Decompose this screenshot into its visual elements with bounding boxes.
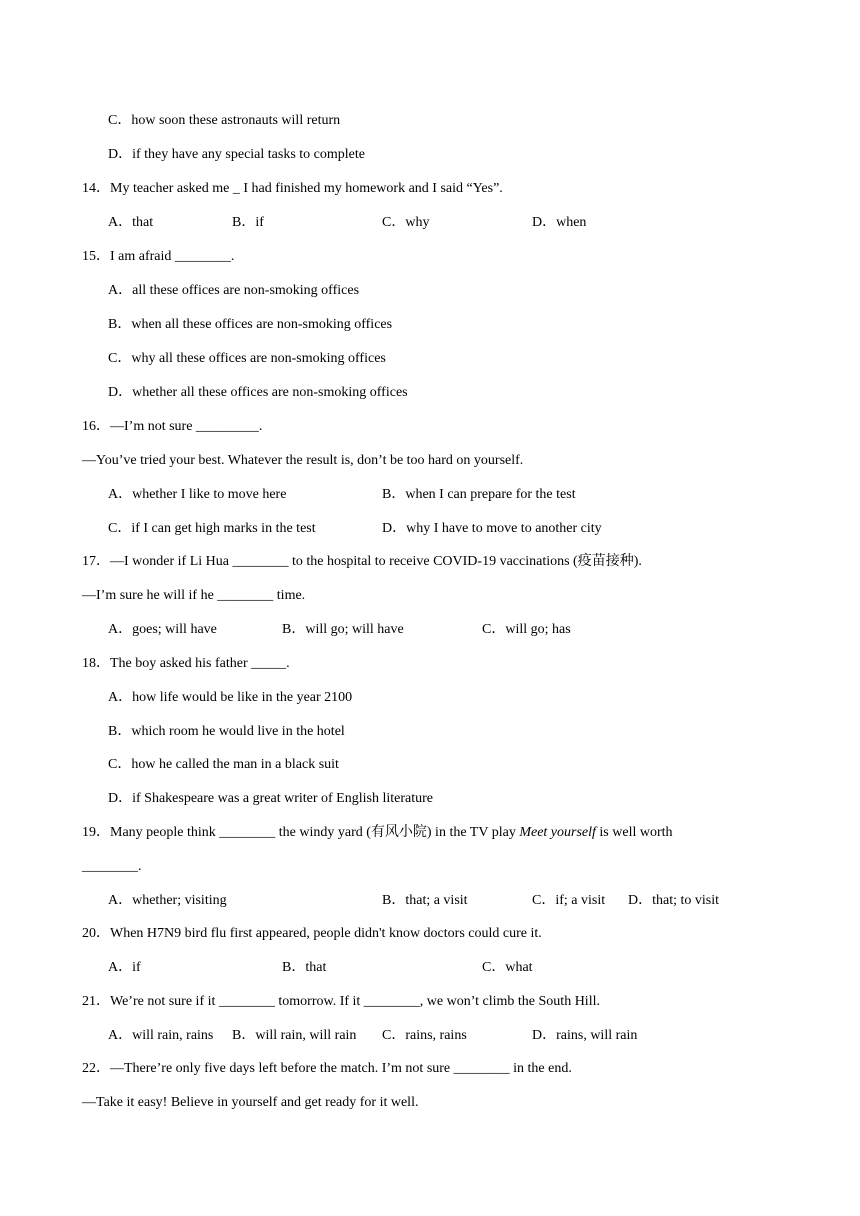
q19-stem-continued: ________.	[82, 859, 142, 874]
q19-stem-post: is well worth	[595, 825, 673, 840]
q20-stem: 20．When H7N9 bird flu first appeared, people didn't know doctors could cure it.	[82, 926, 542, 941]
q19-option-b: B．that; a visit	[382, 893, 468, 908]
q19-option-a: A．whether; visiting	[108, 893, 227, 908]
q13-option-d: D．if they have any special tasks to complete	[108, 147, 365, 162]
q14-stem: 14．My teacher asked me _ I had finished my homework and I said “Yes”.	[82, 181, 503, 196]
q17-option-a: A．goes; will have	[108, 622, 217, 637]
q15-option-a: A．all these offices are non-smoking offices	[108, 283, 360, 298]
q17-reply: —I’m sure he will if he ________ time.	[82, 588, 306, 603]
q16-reply: —You’ve tried your best. Whatever the result is, don’t be too hard on yourself.	[82, 453, 524, 468]
q19-stem-pre: 19．Many people think ________ the windy yard (有风小院) in the TV play	[82, 825, 520, 840]
q19-option-c: C．if; a visit	[532, 893, 606, 908]
q14-option-c: C．why	[382, 215, 430, 230]
q18-stem: 18．The boy asked his father _____.	[82, 656, 290, 671]
q18-option-d: D．if Shakespeare was a great writer of English literature	[108, 791, 433, 806]
q14-option-a: A．that	[108, 215, 154, 230]
q17-option-b: B．will go; will have	[282, 622, 404, 637]
q21-stem: 21．We’re not sure if it ________ tomorrow. If it ________, we won’t climb the South Hill.	[82, 994, 600, 1009]
q20-option-c: C．what	[482, 960, 533, 975]
q14-option-b: B．if	[232, 215, 264, 230]
q18-option-a: A．how life would be like in the year 2100	[108, 690, 353, 705]
q21-option-a: A．will rain, rains	[108, 1028, 214, 1043]
q22-reply: —Take it easy! Believe in yourself and get ready for it well.	[82, 1095, 419, 1110]
q16-stem: 16．—I’m not sure _________.	[82, 419, 263, 434]
q15-option-c: C．why all these offices are non-smoking offices	[108, 351, 386, 366]
q18-option-c: C．how he called the man in a black suit	[108, 757, 339, 772]
q14-option-d: D．when	[532, 215, 587, 230]
q15-option-b: B．when all these offices are non-smoking offices	[108, 317, 393, 332]
q22-stem: 22．—There’re only five days left before the match. I’m not sure ________ in the end.	[82, 1061, 572, 1076]
q21-option-d: D．rains, will rain	[532, 1028, 638, 1043]
q16-option-b: B．when I can prepare for the test	[382, 487, 576, 502]
q15-option-d: D．whether all these offices are non-smoking offices	[108, 385, 408, 400]
q17-option-c: C．will go; has	[482, 622, 571, 637]
q16-option-d: D．why I have to move to another city	[382, 521, 602, 536]
q16-option-a: A．whether I like to move here	[108, 487, 287, 502]
q19-play-title: Meet yourself	[519, 825, 596, 840]
q20-option-b: B．that	[282, 960, 327, 975]
q21-option-b: B．will rain, will rain	[232, 1028, 357, 1043]
q18-option-b: B．which room he would live in the hotel	[108, 724, 345, 739]
q19-option-d: D．that; to visit	[628, 893, 719, 908]
q17-stem: 17．—I wonder if Li Hua ________ to the hospital to receive COVID-19 vaccinations (疫苗接种).	[82, 554, 642, 569]
q19-stem	[82, 824, 673, 842]
q16-option-c: C．if I can get high marks in the test	[108, 521, 316, 536]
q15-stem: 15．I am afraid ________.	[82, 249, 235, 264]
q13-option-c: C．how soon these astronauts will return	[108, 113, 341, 128]
q21-option-c: C．rains, rains	[382, 1028, 467, 1043]
q20-option-a: A．if	[108, 960, 141, 975]
